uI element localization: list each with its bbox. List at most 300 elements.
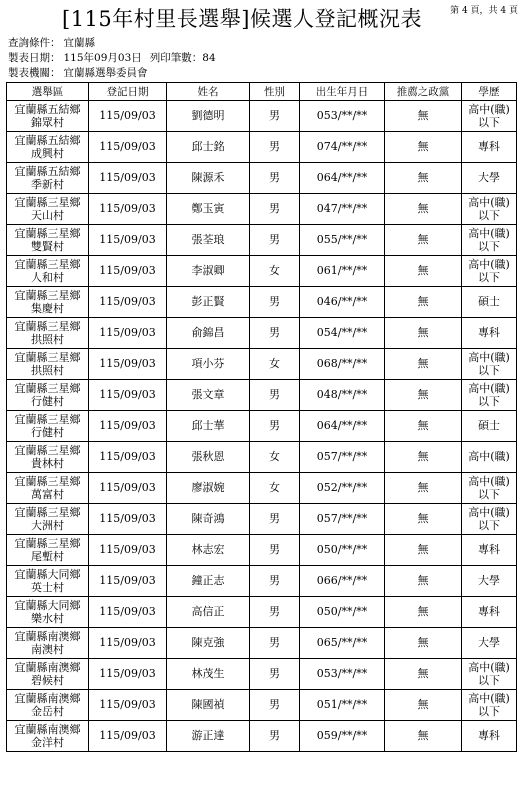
- gender-cell-text: 男: [269, 605, 280, 618]
- date-cell: [89, 101, 167, 132]
- party-cell: [385, 659, 462, 690]
- name-cell: [167, 194, 250, 225]
- district-cell-text: 成興村: [31, 147, 64, 160]
- education-cell-text: 高中(職): [468, 351, 510, 364]
- gender-cell-text: 男: [269, 202, 280, 215]
- header-name: 姓名: [167, 83, 250, 101]
- birthdate-cell: [300, 411, 385, 442]
- gender-cell: [250, 287, 300, 318]
- district-cell-text: 宜蘭縣三星鄉: [14, 382, 81, 395]
- date-cell-text: 115/09/03: [99, 171, 156, 184]
- birthdate-cell-text: 066/**/**: [316, 574, 368, 587]
- education-cell-text: 以下: [478, 364, 500, 377]
- gender-cell-text: 女: [269, 450, 280, 463]
- gender-cell-text: 男: [269, 109, 280, 122]
- gender-cell-text: 男: [269, 233, 280, 246]
- district-cell-text: 拱照村: [31, 333, 64, 346]
- name-cell: [167, 163, 250, 194]
- district-cell-text: 行健村: [31, 426, 64, 439]
- party-cell-text: 無: [417, 543, 429, 556]
- table-row: [7, 411, 517, 442]
- name-cell: [167, 721, 250, 752]
- education-cell-text: 碩士: [478, 295, 500, 308]
- name-cell-text: 林茂生: [191, 667, 225, 680]
- education-cell-text: 專科: [478, 605, 500, 618]
- birthdate-cell-text: 074/**/**: [316, 140, 368, 153]
- header-date: 登記日期: [89, 83, 167, 101]
- header-party: 推薦之政黨: [385, 83, 462, 101]
- district-cell-text: 大洲村: [31, 519, 64, 532]
- gender-cell-text: 女: [269, 481, 280, 494]
- party-cell: [385, 628, 462, 659]
- header-gender: 性別: [250, 83, 300, 101]
- district-cell: [7, 690, 89, 721]
- birthdate-cell: [300, 132, 385, 163]
- table-row: [7, 380, 517, 411]
- district-cell-text: 宜蘭縣南澳鄉: [14, 661, 81, 674]
- party-cell: [385, 256, 462, 287]
- query-condition: [8, 36, 328, 51]
- district-cell: [7, 659, 89, 690]
- education-cell-text: 高中(職): [468, 475, 510, 488]
- education-cell-text: 高中(職): [468, 382, 510, 395]
- table-row: [7, 473, 517, 504]
- party-cell: [385, 721, 462, 752]
- birthdate-cell-text: 050/**/**: [316, 543, 368, 556]
- district-cell: [7, 349, 89, 380]
- birthdate-cell: [300, 473, 385, 504]
- table-row: [7, 101, 517, 132]
- birthdate-cell-text: 046/**/**: [316, 295, 368, 308]
- party-cell-text: 無: [417, 450, 429, 463]
- date-cell-text: 115/09/03: [99, 512, 156, 525]
- name-cell: [167, 256, 250, 287]
- gender-cell-text: 男: [269, 140, 280, 153]
- gender-cell: [250, 194, 300, 225]
- district-cell-text: 人和村: [31, 271, 64, 284]
- birthdate-cell: [300, 256, 385, 287]
- education-cell-text: 專科: [478, 140, 500, 153]
- party-cell-text: 無: [417, 481, 429, 494]
- date-cell-text: 115/09/03: [99, 140, 156, 153]
- table-row: [7, 504, 517, 535]
- district-cell-text: 萬富村: [31, 488, 64, 501]
- education-cell-text: 專科: [478, 326, 500, 339]
- party-cell: [385, 597, 462, 628]
- district-cell-text: 宜蘭縣南澳鄉: [14, 692, 81, 705]
- gender-cell-text: 男: [269, 698, 280, 711]
- party-cell: [385, 442, 462, 473]
- date-cell: [89, 194, 167, 225]
- name-cell: [167, 287, 250, 318]
- name-cell: [167, 659, 250, 690]
- gender-cell: [250, 566, 300, 597]
- party-cell-text: 無: [417, 729, 429, 742]
- table-row: [7, 628, 517, 659]
- education-cell-text: 以下: [478, 240, 500, 253]
- birthdate-cell: [300, 225, 385, 256]
- gender-cell-text: 男: [269, 388, 280, 401]
- gender-cell: [250, 163, 300, 194]
- name-cell-text: 張文章: [191, 388, 225, 401]
- date-cell: [89, 690, 167, 721]
- name-cell-text: 張荃琅: [191, 233, 225, 246]
- date-cell-text: 115/09/03: [99, 450, 156, 463]
- party-cell-text: 無: [417, 698, 429, 711]
- birthdate-cell: [300, 442, 385, 473]
- district-cell-text: 宜蘭縣三星鄉: [14, 227, 81, 240]
- date-cell: [89, 628, 167, 659]
- district-cell: [7, 628, 89, 659]
- name-cell: [167, 535, 250, 566]
- party-cell: [385, 194, 462, 225]
- name-cell-text: 邱士華: [191, 419, 225, 432]
- district-cell-text: 宜蘭縣三星鄉: [14, 506, 81, 519]
- date-cell-text: 115/09/03: [99, 698, 156, 711]
- name-cell-text: 彭正賢: [191, 295, 225, 308]
- education-cell-text: 高中(職): [468, 692, 510, 705]
- district-cell-text: 碧候村: [31, 674, 64, 687]
- name-cell: [167, 504, 250, 535]
- name-cell-text: 李淑卿: [191, 264, 225, 277]
- birthdate-cell: [300, 566, 385, 597]
- table-row: [7, 659, 517, 690]
- date-label: 製表日期：: [8, 52, 61, 64]
- education-cell-text: 大學: [478, 636, 500, 649]
- table-row: [7, 225, 517, 256]
- name-cell-text: 高信正: [191, 605, 225, 618]
- gender-cell: [250, 535, 300, 566]
- party-cell-text: 無: [417, 264, 429, 277]
- date-cell-text: 115/09/03: [99, 388, 156, 401]
- birthdate-cell-text: 064/**/**: [316, 419, 368, 432]
- education-cell: [462, 535, 517, 566]
- birthdate-cell-text: 050/**/**: [316, 605, 368, 618]
- gender-cell: [250, 132, 300, 163]
- table-row: [7, 287, 517, 318]
- party-cell-text: 無: [417, 140, 429, 153]
- party-cell-text: 無: [417, 667, 429, 680]
- education-cell-text: 專科: [478, 543, 500, 556]
- party-cell: [385, 504, 462, 535]
- district-cell-text: 宜蘭縣三星鄉: [14, 258, 81, 271]
- education-cell: [462, 101, 517, 132]
- party-cell-text: 無: [417, 357, 429, 370]
- district-cell-text: 錦眾村: [31, 116, 64, 129]
- education-cell: [462, 380, 517, 411]
- party-cell-text: 無: [417, 512, 429, 525]
- district-cell-text: 宜蘭縣三星鄉: [14, 537, 81, 550]
- gender-cell: [250, 628, 300, 659]
- name-cell: [167, 566, 250, 597]
- gender-cell: [250, 411, 300, 442]
- district-cell: [7, 163, 89, 194]
- name-cell-text: 陳奇鴻: [191, 512, 225, 525]
- gender-cell: [250, 659, 300, 690]
- date-cell-text: 115/09/03: [99, 636, 156, 649]
- party-cell-text: 無: [417, 233, 429, 246]
- birthdate-cell: [300, 504, 385, 535]
- party-cell: [385, 380, 462, 411]
- education-cell-text: 大學: [478, 171, 500, 184]
- gender-cell-text: 男: [269, 295, 280, 308]
- district-cell: [7, 597, 89, 628]
- date-cell: [89, 318, 167, 349]
- name-cell: [167, 628, 250, 659]
- party-cell: [385, 473, 462, 504]
- gender-cell: [250, 690, 300, 721]
- party-cell: [385, 287, 462, 318]
- birthdate-cell: [300, 690, 385, 721]
- table-row: [7, 132, 517, 163]
- date-cell-text: 115/09/03: [99, 357, 156, 370]
- birthdate-cell-text: 047/**/**: [316, 202, 368, 215]
- date-cell: [89, 256, 167, 287]
- gender-cell: [250, 442, 300, 473]
- date-cell: [89, 380, 167, 411]
- district-cell: [7, 411, 89, 442]
- gender-cell-text: 男: [269, 326, 280, 339]
- district-cell: [7, 256, 89, 287]
- education-cell: [462, 628, 517, 659]
- name-cell: [167, 442, 250, 473]
- education-cell-text: 大學: [478, 574, 500, 587]
- name-cell-text: 鐘正志: [191, 574, 225, 587]
- date-cell: [89, 504, 167, 535]
- district-cell-text: 季新村: [31, 178, 64, 191]
- district-cell-text: 拱照村: [31, 364, 64, 377]
- count-label: 列印筆數：: [149, 52, 203, 64]
- table-row: [7, 721, 517, 752]
- name-cell: [167, 349, 250, 380]
- education-cell-text: 高中(職): [468, 258, 510, 271]
- birthdate-cell-text: 068/**/**: [316, 357, 368, 370]
- education-cell: [462, 473, 517, 504]
- name-cell: [167, 597, 250, 628]
- table-row: [7, 535, 517, 566]
- name-cell-text: 張秋恩: [191, 450, 225, 463]
- education-cell: [462, 690, 517, 721]
- party-cell-text: 無: [417, 202, 429, 215]
- education-cell-text: 以下: [478, 674, 500, 687]
- district-cell-text: 宜蘭縣南澳鄉: [14, 630, 81, 643]
- gender-cell: [250, 473, 300, 504]
- education-cell: [462, 411, 517, 442]
- issuing-agency: [8, 66, 328, 81]
- district-cell: [7, 225, 89, 256]
- date-cell-text: 115/09/03: [99, 109, 156, 122]
- birthdate-cell: [300, 380, 385, 411]
- district-cell-text: 尾塹村: [31, 550, 64, 563]
- district-cell-text: 雙賢村: [31, 240, 64, 253]
- district-cell-text: 宜蘭縣五結鄉: [14, 165, 81, 178]
- party-cell-text: 無: [417, 295, 429, 308]
- party-cell: [385, 566, 462, 597]
- education-cell-text: 以下: [478, 705, 500, 718]
- date-cell-text: 115/09/03: [99, 264, 156, 277]
- education-cell-text: 以下: [478, 209, 500, 222]
- date-cell: [89, 287, 167, 318]
- district-cell: [7, 442, 89, 473]
- gender-cell: [250, 225, 300, 256]
- date-cell-text: 115/09/03: [99, 419, 156, 432]
- query-label: 查詢條件：: [8, 37, 61, 49]
- district-cell-text: 宜蘭縣三星鄉: [14, 444, 81, 457]
- education-cell-text: 高中(職): [468, 103, 510, 116]
- query-value: 宜蘭縣: [63, 37, 95, 49]
- district-cell-text: 宜蘭縣三星鄉: [14, 320, 81, 333]
- birthdate-cell: [300, 535, 385, 566]
- name-cell: [167, 318, 250, 349]
- page-title: [115年村里長選舉]候選人登記概況表: [62, 7, 422, 31]
- birthdate-cell: [300, 721, 385, 752]
- party-cell: [385, 318, 462, 349]
- district-cell-text: 宜蘭縣三星鄉: [14, 413, 81, 426]
- name-cell: [167, 411, 250, 442]
- education-cell: [462, 318, 517, 349]
- birthdate-cell-text: 057/**/**: [316, 512, 368, 525]
- name-cell: [167, 132, 250, 163]
- district-cell-text: 天山村: [31, 209, 64, 222]
- district-cell-text: 貴林村: [31, 457, 64, 470]
- district-cell: [7, 380, 89, 411]
- party-cell-text: 無: [417, 419, 429, 432]
- education-cell: [462, 597, 517, 628]
- education-cell-text: 高中(職): [468, 661, 510, 674]
- education-cell: [462, 504, 517, 535]
- party-cell-text: 無: [417, 574, 429, 587]
- education-cell-text: 專科: [478, 729, 500, 742]
- date-cell-text: 115/09/03: [99, 667, 156, 680]
- name-cell: [167, 473, 250, 504]
- gender-cell: [250, 318, 300, 349]
- name-cell-text: 陳國禎: [191, 698, 225, 711]
- party-cell: [385, 411, 462, 442]
- education-cell-text: 以下: [478, 271, 500, 284]
- party-cell: [385, 690, 462, 721]
- name-cell-text: 項小芬: [191, 357, 225, 370]
- party-cell-text: 無: [417, 605, 429, 618]
- date-cell-text: 115/09/03: [99, 605, 156, 618]
- district-cell: [7, 566, 89, 597]
- birthdate-cell: [300, 101, 385, 132]
- education-cell: [462, 163, 517, 194]
- table-row: [7, 163, 517, 194]
- party-cell-text: 無: [417, 326, 429, 339]
- date-cell-text: 115/09/03: [99, 326, 156, 339]
- education-cell: [462, 256, 517, 287]
- district-cell-text: 宜蘭縣三星鄉: [14, 289, 81, 302]
- district-cell-text: 宜蘭縣三星鄉: [14, 351, 81, 364]
- gender-cell: [250, 597, 300, 628]
- date-value: 115年09月03日: [63, 52, 142, 64]
- district-cell-text: 金岳村: [31, 705, 64, 718]
- table-row: [7, 442, 517, 473]
- district-cell-text: 金洋村: [31, 736, 64, 749]
- district-cell-text: 宜蘭縣三星鄉: [14, 475, 81, 488]
- party-cell: [385, 225, 462, 256]
- education-cell: [462, 194, 517, 225]
- education-cell-text: 以下: [478, 116, 500, 129]
- education-cell: [462, 566, 517, 597]
- date-cell: [89, 442, 167, 473]
- education-cell-text: 以下: [478, 519, 500, 532]
- gender-cell: [250, 101, 300, 132]
- gender-cell-text: 男: [269, 512, 280, 525]
- gender-cell-text: 男: [269, 574, 280, 587]
- district-cell-text: 行健村: [31, 395, 64, 408]
- education-cell-text: 以下: [478, 395, 500, 408]
- name-cell-text: 鄭玉寅: [191, 202, 225, 215]
- district-cell: [7, 194, 89, 225]
- date-cell: [89, 597, 167, 628]
- party-cell-text: 無: [417, 109, 429, 122]
- gender-cell-text: 男: [269, 171, 280, 184]
- district-cell-text: 宜蘭縣大同鄉: [14, 599, 81, 612]
- gender-cell: [250, 349, 300, 380]
- header-birthdate: 出生年月日: [300, 83, 385, 101]
- birthdate-cell-text: 052/**/**: [316, 481, 368, 494]
- date-cell: [89, 721, 167, 752]
- birthdate-cell-text: 055/**/**: [316, 233, 368, 246]
- gender-cell: [250, 380, 300, 411]
- education-cell-text: 高中(職): [468, 450, 510, 463]
- district-cell: [7, 287, 89, 318]
- date-cell: [89, 566, 167, 597]
- date-cell-text: 115/09/03: [99, 729, 156, 742]
- birthdate-cell: [300, 318, 385, 349]
- org-label: 製表機關：: [8, 67, 61, 79]
- birthdate-cell-text: 053/**/**: [316, 667, 368, 680]
- gender-cell-text: 男: [269, 636, 280, 649]
- district-cell-text: 宜蘭縣五結鄉: [14, 134, 81, 147]
- table-row: [7, 256, 517, 287]
- birthdate-cell: [300, 597, 385, 628]
- education-cell: [462, 659, 517, 690]
- education-cell: [462, 721, 517, 752]
- district-cell-text: 英士村: [31, 581, 64, 594]
- name-cell: [167, 380, 250, 411]
- education-cell: [462, 442, 517, 473]
- gender-cell-text: 男: [269, 543, 280, 556]
- district-cell: [7, 504, 89, 535]
- name-cell: [167, 690, 250, 721]
- district-cell-text: 樂水村: [31, 612, 64, 625]
- org-value: 宜蘭縣選舉委員會: [63, 67, 148, 79]
- table-row: [7, 690, 517, 721]
- party-cell: [385, 101, 462, 132]
- district-cell: [7, 721, 89, 752]
- page-indicator: 第 4 頁，共 4 頁: [450, 6, 518, 16]
- date-cell: [89, 473, 167, 504]
- date-cell-text: 115/09/03: [99, 574, 156, 587]
- birthdate-cell-text: 061/**/**: [316, 264, 368, 277]
- header-district: 選舉區: [7, 83, 89, 101]
- date-cell-text: 115/09/03: [99, 202, 156, 215]
- district-cell-text: 宜蘭縣大同鄉: [14, 568, 81, 581]
- birthdate-cell-text: 051/**/**: [316, 698, 368, 711]
- date-cell-text: 115/09/03: [99, 233, 156, 246]
- district-cell-text: 集慶村: [31, 302, 64, 315]
- name-cell: [167, 225, 250, 256]
- date-cell-text: 115/09/03: [99, 295, 156, 308]
- party-cell-text: 無: [417, 388, 429, 401]
- education-cell-text: 碩士: [478, 419, 500, 432]
- party-cell-text: 無: [417, 636, 429, 649]
- district-cell: [7, 535, 89, 566]
- party-cell: [385, 132, 462, 163]
- date-cell-text: 115/09/03: [99, 481, 156, 494]
